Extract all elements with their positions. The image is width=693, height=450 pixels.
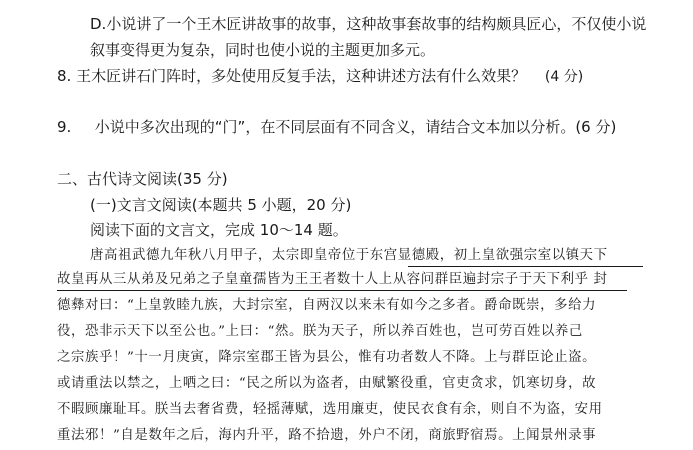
section-2-heading: 二、古代诗文阅读(35 分) [57, 170, 228, 188]
option-d-line-1: D.小说讲了一个王木匠讲故事的故事，这种故事套故事的结构颇具匠心，不仅使小说 [90, 15, 647, 33]
question-8 [57, 66, 583, 87]
passage-line: 德彝对曰：“上皇敦睦九族，大封宗室，自两汉以来未有如今之多者。爵命既崇，多给力 [57, 298, 597, 313]
answer-underline [408, 266, 643, 267]
question-8-score: (4 分) [544, 69, 584, 85]
passage-line: 或请重法以禁之，上哂之曰：“民之所以为盗者，由赋繁役重，官吏贪求，饥寒切身，故 [57, 376, 597, 391]
question-9-number: 9. [57, 118, 72, 136]
passage-line: 故皇再从三从弟及兄弟之子皇童孺皆为王王者数十人上从容问群臣遍封宗子于天下利乎 封 [57, 272, 608, 287]
passage-line: 不暇顾廉耻耳。朕当去奢省费，轻摇薄赋，选用廉吏，使民衣食有余，则自不为盗，安用 [57, 402, 603, 417]
passage-line: 之宗族乎！”十一月庚寅，降宗室郡王皆为县公，惟有功者数人不降。上与群臣论止盗。 [57, 350, 597, 365]
passage-line: 役，恐非示天下以至公也。”上曰：“然。朕为天子，所以养百姓也，岂可劳百姓以养己 [57, 324, 583, 339]
question-9 [57, 117, 616, 137]
passage-line: 重法邪！”自是数年之后，海内升平，路不拾遗，外户不闭，商旅野宿焉。上闻景州录事 [57, 428, 597, 443]
subsection-1-heading: (一)文言文阅读(本题共 5 小题，20 分) [90, 196, 352, 214]
answer-underline [57, 290, 627, 291]
question-8-text: 8. 王木匠讲石门阵时，多处使用反复手法，这种讲述方法有什么效果？ [57, 67, 527, 85]
passage-line: 唐高祖武德九年秋八月甲子，太宗即皇帝位于东宫显德殿，初上皇欲强宗室以镇天下 [90, 248, 608, 263]
option-d-line-2: 叙事变得更为复杂，同时也使小说的主题更加多元。 [90, 41, 436, 59]
question-9-text: 小说中多次出现的“门”，在不同层面有不同含义，请结合文本加以分析。(6 分) [94, 118, 617, 136]
reading-instruction: 阅读下面的文言文，完成 10～14 题。 [90, 221, 348, 239]
